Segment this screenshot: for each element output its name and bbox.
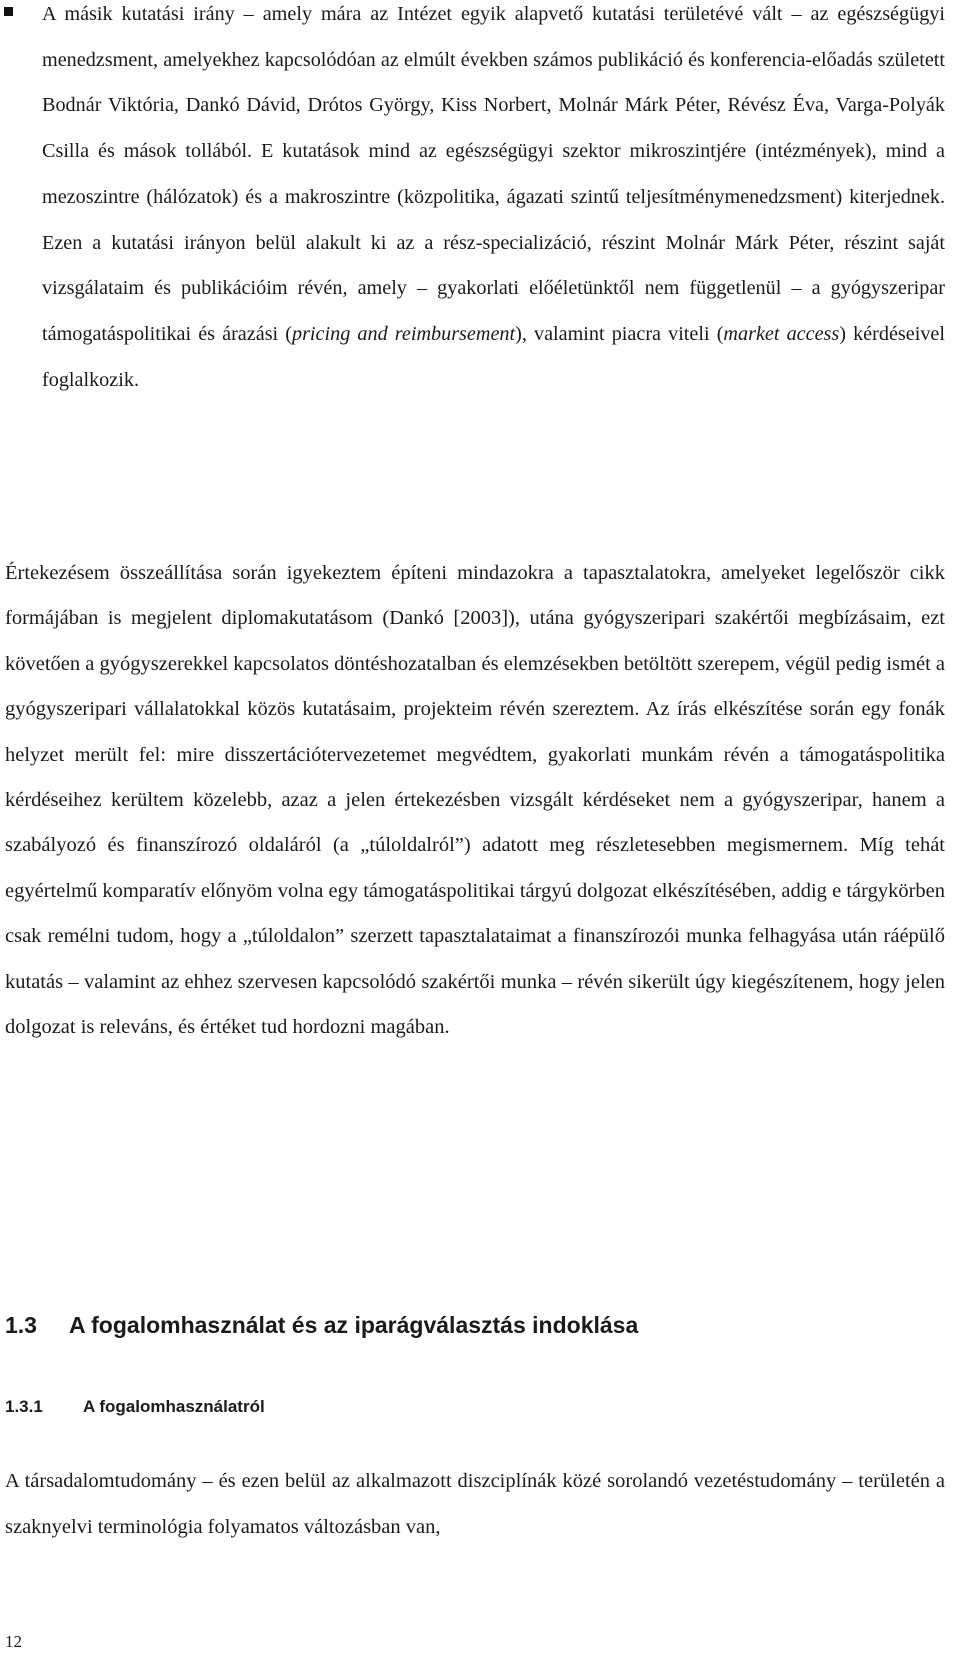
bullet-paragraph	[42, 0, 945, 403]
bullet-paragraph-text-3: ) kérdéseivel foglalkozik.	[42, 322, 945, 391]
bullet-paragraph-italic-pricing: pricing and reimbursement	[291, 322, 516, 345]
subsection-heading	[5, 1395, 265, 1419]
bullet-paragraph-italic-market-access: market access	[723, 322, 840, 345]
subsection-heading-title: A fogalomhasználatról	[83, 1397, 265, 1416]
page-number: 12	[5, 1632, 22, 1651]
bullet-paragraph-text-2: ), valamint piacra viteli (	[515, 322, 724, 345]
body-paragraph-2: Értekezésem összeállítása során igyekeztem építeni mindazokra a tapasztalatokra, amelyeket legelőször cikk formájában is megjelent diplomakutatásom (Dankó [2003]), utána gyógyszeripari szakértői megbízásaim, ezt követően a gyógyszerekkel kapcsolatos döntéshozatalban és elemzésekben betöltött szerepem, végül pedig ismét a gyógyszeripari vállalatokkal közös kutatásaim, projekteim révén szereztem. Az írás elkészítése során egy fonák helyzet merült fel: mire disszertációtervezetemet megvédtem, gyakorlati munkám révén a támogatáspolitika kérdéseihez kerültem közelebb, azaz a jelen értekezésben vizsgált kérdéseket nem a gyógyszeripar, hanem a szabályozó és finanszírozó oldaláról (a „túloldalról”) adatott meg részletesebben megismernem. Míg tehát egyértelmű komparatív előnyöm volna egy támogatáspolitikai tárgyú dolgozat elkészítésében, addig e tárgykörben csak remélni tudom, hogy a „túloldalon” szerzett tapasztalataimat a finanszírozói munka felhagyása után ráépülő kutatás – valamint az ehhez szervesen kapcsolódó szakértői munka – révén sikerült úgy kiegészítenem, hogy jelen dolgozat is releváns, és értéket tud hordozni magában.	[5, 562, 945, 1039]
section-heading-title: A fogalomhasználat és az iparágválasztás indoklása	[69, 1312, 639, 1338]
bullet-square-icon	[4, 7, 13, 16]
section-heading	[5, 1310, 638, 1340]
section-heading-number: 1.3	[5, 1312, 37, 1338]
body-paragraph-3: A társadalomtudomány – és ezen belül az alkalmazott diszciplínák közé sorolandó vezetéstudomány – területén a szaknyelvi terminológia folyamatos változásban van,	[5, 1470, 945, 1538]
bullet-paragraph-text-1: A másik kutatási irány – amely mára az Intézet egyik alapvető kutatási területévé vált – az egészségügyi menedzsment, amelyekhez kapcsolódóan az elmúlt években számos publikáció és konferencia-előadás született Bodnár Viktória, Dankó Dávid, Drótos György, Kiss Norbert, Molnár Márk Péter, Révész Éva, Varga-Polyák Csilla és mások tollából. E kutatások mind az egészségügyi szektor mikroszintjére (intézmények), mind a mezoszintre (hálózatok) és a makroszintre (közpolitika, ágazati szintű teljesítménymenedzsment) kiterjednek. Ezen a kutatási irányon belül alakult ki az a rész-specializáció, részint Molnár Márk Péter, részint saját vizsgálataim és publikációim révén, amely – gyakorlati előéletünktől nem függetlenül – a gyógyszeripar támogatáspolitikai és árazási (	[42, 3, 945, 345]
subsection-heading-number: 1.3.1	[5, 1397, 43, 1416]
